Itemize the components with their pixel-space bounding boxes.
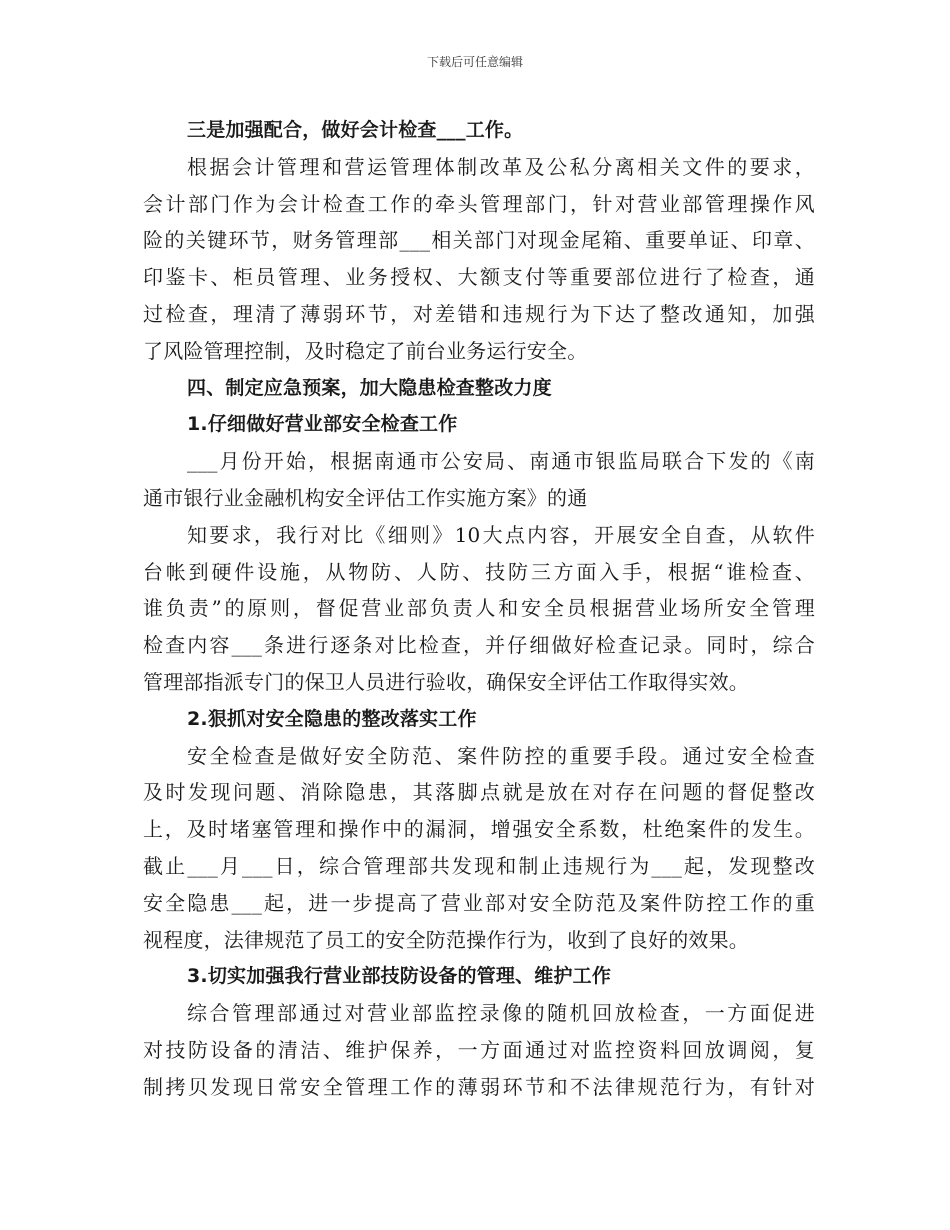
paragraph-line: 根据会计管理和营运管理体制改革及公私分离相关文件的要求， [187,154,815,179]
section-heading: 1.仔细做好营业部安全检查工作 [187,413,458,436]
paragraph-line: 台帐到硬件设施，从物防、人防、技防三方面入手，根据“谁检查、 [143,559,815,584]
paragraph-line: 制拷贝发现日常安全管理工作的薄弱环节和不法律规范行为，有针对 [143,1074,815,1099]
paragraph-line: 谁负责”的原则，督促营业部负责人和安全员根据营业场所安全管理 [143,596,815,621]
paragraph-line: 上，及时堵塞管理和操作中的漏洞，增强安全系数，杜绝案件的发生。 [143,817,815,842]
paragraph-line: 了风险管理控制，及时稳定了前台业务运行安全。 [143,338,588,363]
section-heading: 3.切实加强我行营业部技防设备的管理、维护工作 [187,965,612,988]
paragraph-line: 及时发现问题、消除隐患，其落脚点就是放在对存在问题的督促整改 [143,780,815,805]
paragraph-line: 截止___月___日，综合管理部共发现和制止违规行为___起，发现整改 [143,853,815,878]
paragraph-line: 知要求，我行对比《细则》10大点内容，开展安全自查，从软件 [187,522,815,547]
paragraph-line: 对技防设备的清洁、维护保养，一方面通过对监控资料回放调阅，复 [143,1037,815,1062]
paragraph-line: 安全隐患___起，进一步提高了营业部对安全防范及案件防控工作的重 [143,890,815,915]
paragraph-line: ___月份开始，根据南通市公安局、南通市银监局联合下发的《南 [187,449,815,474]
paragraph-line: 险的关键环节，财务管理部___相关部门对现金尾箱、重要单证、印章、 [143,228,815,253]
paragraph-line: 安全检查是做好安全防范、案件防控的重要手段。通过安全检查 [187,743,815,768]
document-body [143,112,815,1106]
section-heading: 2.狠抓对安全隐患的整改落实工作 [187,707,477,730]
section-heading: 四、制定应急预案，加大隐患检查整改力度 [187,376,552,399]
paragraph-line: 管理部指派专门的保卫人员进行验收，确保安全评估工作取得实效。 [143,669,749,694]
page-header-note: 下载后可任意编辑 [426,55,523,69]
paragraph-line: 过检查，理清了薄弱环节，对差错和违规行为下达了整改通知，加强 [143,301,815,326]
paragraph-line: 印鉴卡、柜员管理、业务授权、大额支付等重要部位进行了检查，通 [143,265,815,290]
paragraph-line: 会计部门作为会计检查工作的牵头管理部门，针对营业部管理操作风 [143,191,815,216]
paragraph-line: 综合管理部通过对营业部监控录像的随机回放检查，一方面促进 [187,1001,815,1026]
paragraph-line: 通市银行业金融机构安全评估工作实施方案》的通 [143,485,588,510]
paragraph-line: 视程度，法律规范了员工的安全防范操作行为，收到了良好的效果。 [143,927,749,952]
section-heading: 三是加强配合，做好会计检查___工作。 [187,119,524,141]
paragraph-line: 检查内容___条进行逐条对比检查，并仔细做好检查记录。同时，综合 [143,633,815,658]
